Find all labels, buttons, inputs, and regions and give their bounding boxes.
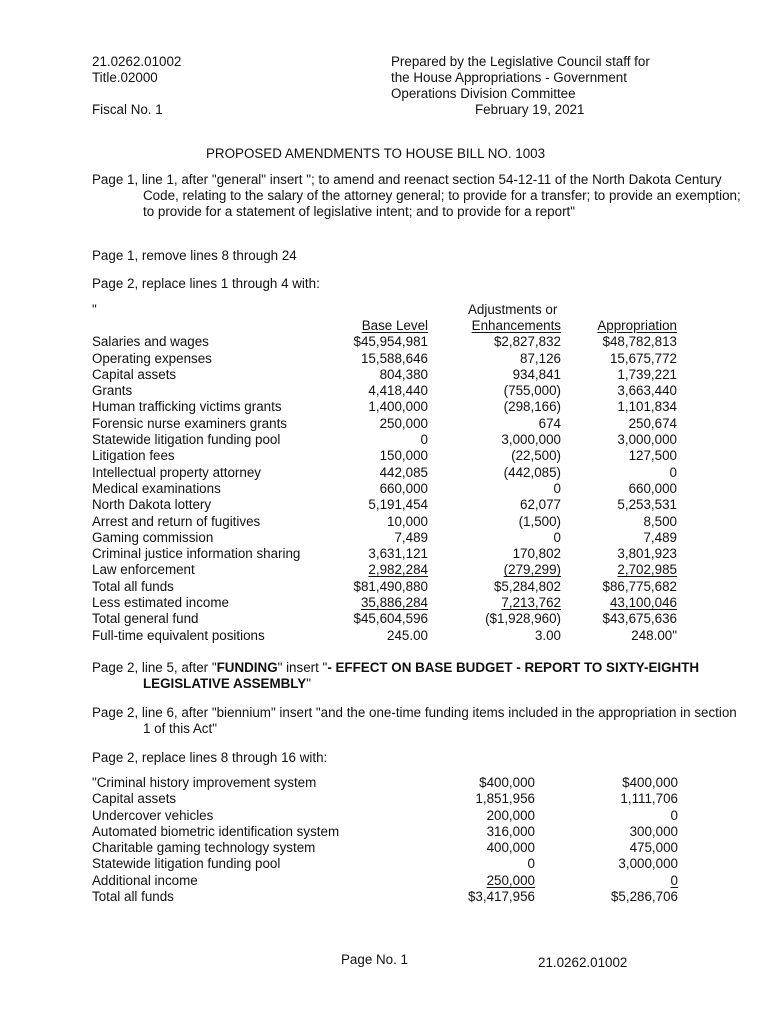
adjustment-value: 7,213,762 [501, 595, 561, 611]
base-level-value: 150,000 [379, 448, 428, 464]
base-level-value: 0 [420, 432, 428, 448]
column-1-value: 200,000 [486, 807, 535, 823]
table-row [92, 383, 677, 399]
header-right [391, 54, 650, 118]
table-row [92, 399, 677, 415]
amendment-2: Page 1, remove lines 8 through 24 [92, 248, 297, 263]
table-row [92, 611, 677, 627]
base-level-value: 250,000 [379, 415, 428, 431]
prepared-by-line-1: Prepared by the Legislative Council staff for [391, 54, 650, 69]
prepared-by-line-3: Operations Division Committee [391, 86, 576, 101]
column-2-value: 1,111,706 [620, 791, 678, 807]
table-row [92, 808, 678, 824]
footer-page-number: Page No. 1 [341, 952, 408, 967]
column-2-value: $5,286,706 [610, 889, 678, 905]
base-level-value: 1,400,000 [368, 399, 428, 415]
base-level-value: $45,954,981 [353, 334, 428, 350]
appropriation-value: 3,000,000 [617, 432, 677, 448]
adjustment-value: $2,827,832 [493, 334, 561, 350]
adjustment-value: 674 [538, 415, 561, 431]
prepared-by-line-2: the House Appropriations - Government [391, 70, 627, 85]
column-2-value: 3,000,000 [618, 856, 678, 872]
table-row [92, 530, 677, 546]
appropriation-value: 248.00" [631, 627, 677, 643]
row-label: Medical examinations [92, 480, 221, 496]
column-1-value: $3,417,956 [467, 889, 535, 905]
appropriation-value: 250,674 [628, 415, 677, 431]
row-label: Capital assets [92, 791, 177, 807]
table-row [92, 628, 677, 644]
appropriation-value: 5,253,531 [617, 497, 677, 513]
appropriation-value: 7,489 [643, 529, 677, 545]
appropriation-value: 43,100,046 [609, 595, 677, 611]
table-row [92, 889, 678, 905]
amendment-6: Page 2, replace lines 8 through 16 with: [92, 750, 328, 765]
date: February 19, 2021 [475, 102, 585, 117]
table-row [92, 840, 678, 856]
row-label: Litigation fees [92, 448, 175, 464]
row-label: Additional income [92, 872, 198, 888]
adjustment-value: 0 [553, 480, 561, 496]
base-level-value: 15,588,646 [360, 350, 428, 366]
base-level-value: 35,886,284 [360, 595, 428, 611]
adjustment-value: 3,000,000 [501, 432, 561, 448]
table-row [92, 334, 677, 350]
row-label: Law enforcement [92, 562, 195, 578]
adjustment-value: (755,000) [503, 383, 561, 399]
amendment-4: Page 2, line 5, after "FUNDING" insert "- EFFECT ON BASE BUDGET - REPORT TO SIXTY-EIGHTH LEGISLATIVE ASSEMBLY" [92, 660, 700, 691]
table-row [92, 497, 677, 513]
appropriation-value: 0 [669, 464, 677, 480]
row-label: Statewide litigation funding pool [92, 856, 281, 872]
table-row [92, 873, 678, 889]
amendment-5: Page 2, line 6, after "biennium" insert "and the one-time funding items included in the appropriation in section 1 of this Act" [92, 705, 737, 736]
adjustment-value: $5,284,802 [493, 578, 561, 594]
table-row [92, 481, 677, 497]
base-level-value: 660,000 [379, 480, 428, 496]
base-level-value: $45,604,596 [353, 611, 428, 627]
table-row [92, 367, 677, 383]
row-label: Criminal justice information sharing [92, 546, 301, 562]
table-row [92, 791, 678, 807]
table-row [92, 416, 677, 432]
base-level-value: 442,085 [379, 464, 428, 480]
row-label: Total all funds [92, 578, 174, 594]
adjustment-value: (442,085) [503, 464, 561, 480]
row-label: Salaries and wages [92, 334, 209, 350]
title-id: Title.02000 [92, 70, 158, 85]
row-label: North Dakota lottery [92, 497, 212, 513]
appropriation-value: 3,801,923 [617, 546, 677, 562]
appropriation-value: $48,782,813 [602, 334, 677, 350]
base-level-value: 245.00 [387, 627, 428, 643]
column-1-value: 0 [527, 856, 535, 872]
amendment-4-bold-insert: - EFFECT ON BASE BUDGET - REPORT TO SIXTY-EIGHTH LEGISLATIVE ASSEMBLY [143, 660, 700, 691]
adjustment-value: (279,299) [503, 562, 561, 578]
column-1-value: $400,000 [479, 775, 535, 790]
footer-doc-id: 21.0262.01002 [538, 955, 628, 970]
base-level-value: 10,000 [387, 513, 428, 529]
appropriation-value: 1,739,221 [617, 366, 677, 382]
header-left [92, 54, 181, 118]
row-label: Arrest and return of fugitives [92, 513, 261, 529]
column-1-value: 1,851,956 [475, 791, 535, 807]
appropriation-value: 2,702,985 [617, 562, 677, 578]
page-title: PROPOSED AMENDMENTS TO HOUSE BILL NO. 1003 [206, 146, 546, 161]
row-label: Full-time equivalent positions [92, 627, 265, 643]
appropriation-value: 1,101,834 [617, 399, 677, 415]
table-row [92, 432, 677, 448]
table-row [92, 824, 678, 840]
one-time-funding-table [92, 775, 678, 905]
table-row [92, 546, 677, 562]
appropriation-value: 15,675,772 [609, 350, 677, 366]
adjustment-value: (1,500) [518, 513, 561, 529]
base-level-value: 804,380 [379, 366, 428, 382]
row-label: Capital assets [92, 366, 177, 382]
appropriation-value: 127,500 [628, 448, 677, 464]
row-label: Statewide litigation funding pool [92, 432, 281, 448]
row-label: Grants [92, 383, 133, 399]
adjustment-value: 62,077 [520, 497, 561, 513]
column-2-value: 0 [670, 872, 678, 888]
adjustment-value: 170,802 [512, 546, 561, 562]
row-label: Charitable gaming technology system [92, 840, 316, 856]
table-row [92, 856, 678, 872]
appropriation-value: 3,663,440 [617, 383, 677, 399]
row-label: Human trafficking victims grants [92, 399, 282, 415]
adjustment-value: 934,841 [512, 366, 561, 382]
adjustment-value: 3.00 [534, 627, 561, 643]
appropriation-value: 660,000 [628, 480, 677, 496]
base-level-value: 2,982,284 [368, 562, 428, 578]
row-label: Undercover vehicles [92, 807, 214, 823]
doc-id: 21.0262.01002 [92, 54, 182, 69]
row-label: Total all funds [92, 889, 174, 905]
table-row [92, 448, 677, 464]
appropriation-value: $86,775,682 [602, 578, 677, 594]
column-2-value: 300,000 [629, 823, 678, 839]
adjustment-value: ($1,928,960) [485, 611, 561, 627]
table-row [92, 465, 677, 481]
table-row [92, 562, 677, 578]
row-label: Less estimated income [92, 595, 229, 611]
column-1-value: 316,000 [486, 823, 535, 839]
row-label: Gaming commission [92, 529, 214, 545]
base-level-value: 4,418,440 [368, 383, 428, 399]
open-quote: " [92, 302, 97, 317]
fiscal-no: Fiscal No. 1 [92, 102, 163, 117]
table-row [92, 595, 677, 611]
column-1-value: 400,000 [486, 840, 535, 856]
column-1-value: 250,000 [486, 872, 535, 888]
base-level-value: $81,490,880 [353, 578, 428, 594]
appropriation-value: $43,675,636 [602, 611, 677, 627]
column-2-value: 0 [670, 807, 678, 823]
amendment-4-bold-funding: FUNDING [216, 660, 278, 675]
row-label: "Criminal history improvement system [92, 775, 317, 790]
row-label: Total general fund [92, 611, 199, 627]
row-label: Operating expenses [92, 350, 212, 366]
appropriation-table [92, 318, 677, 644]
adjustment-value: (298,166) [503, 399, 561, 415]
row-label: Forensic nurse examiners grants [92, 415, 287, 431]
appropriation-value: 8,500 [643, 513, 677, 529]
col-header-appropriation: Appropriation [597, 318, 677, 333]
table-header-row [92, 318, 677, 334]
table-row [92, 514, 677, 530]
amendment-3: Page 2, replace lines 1 through 4 with: [92, 276, 320, 291]
adjustment-value: 0 [553, 529, 561, 545]
base-level-value: 5,191,454 [368, 497, 428, 513]
col-header-adjustments-line1: Adjustments or [468, 302, 558, 317]
amendment-1: Page 1, line 1, after "general" insert "; to amend and reenact section 54-12-11 of the North Dakota Century Code, relating to the salary of the attorney general; to provide for a transfer; to provide an exemption; to provide for a statement of legislative intent; and to provide for a report" [92, 172, 741, 219]
adjustment-value: (22,500) [511, 448, 561, 464]
adjustment-value: 87,126 [520, 350, 561, 366]
row-label: Intellectual property attorney [92, 464, 261, 480]
base-level-value: 3,631,121 [368, 546, 428, 562]
column-2-value: $400,000 [622, 775, 678, 790]
table-row [92, 579, 677, 595]
col-header-base-level: Base Level [361, 318, 428, 333]
table-row [92, 775, 678, 791]
base-level-value: 7,489 [394, 529, 428, 545]
table-row [92, 351, 677, 367]
col-header-enhancements: Enhancements [471, 318, 561, 333]
row-label: Automated biometric identification system [92, 823, 340, 839]
column-2-value: 475,000 [629, 840, 678, 856]
